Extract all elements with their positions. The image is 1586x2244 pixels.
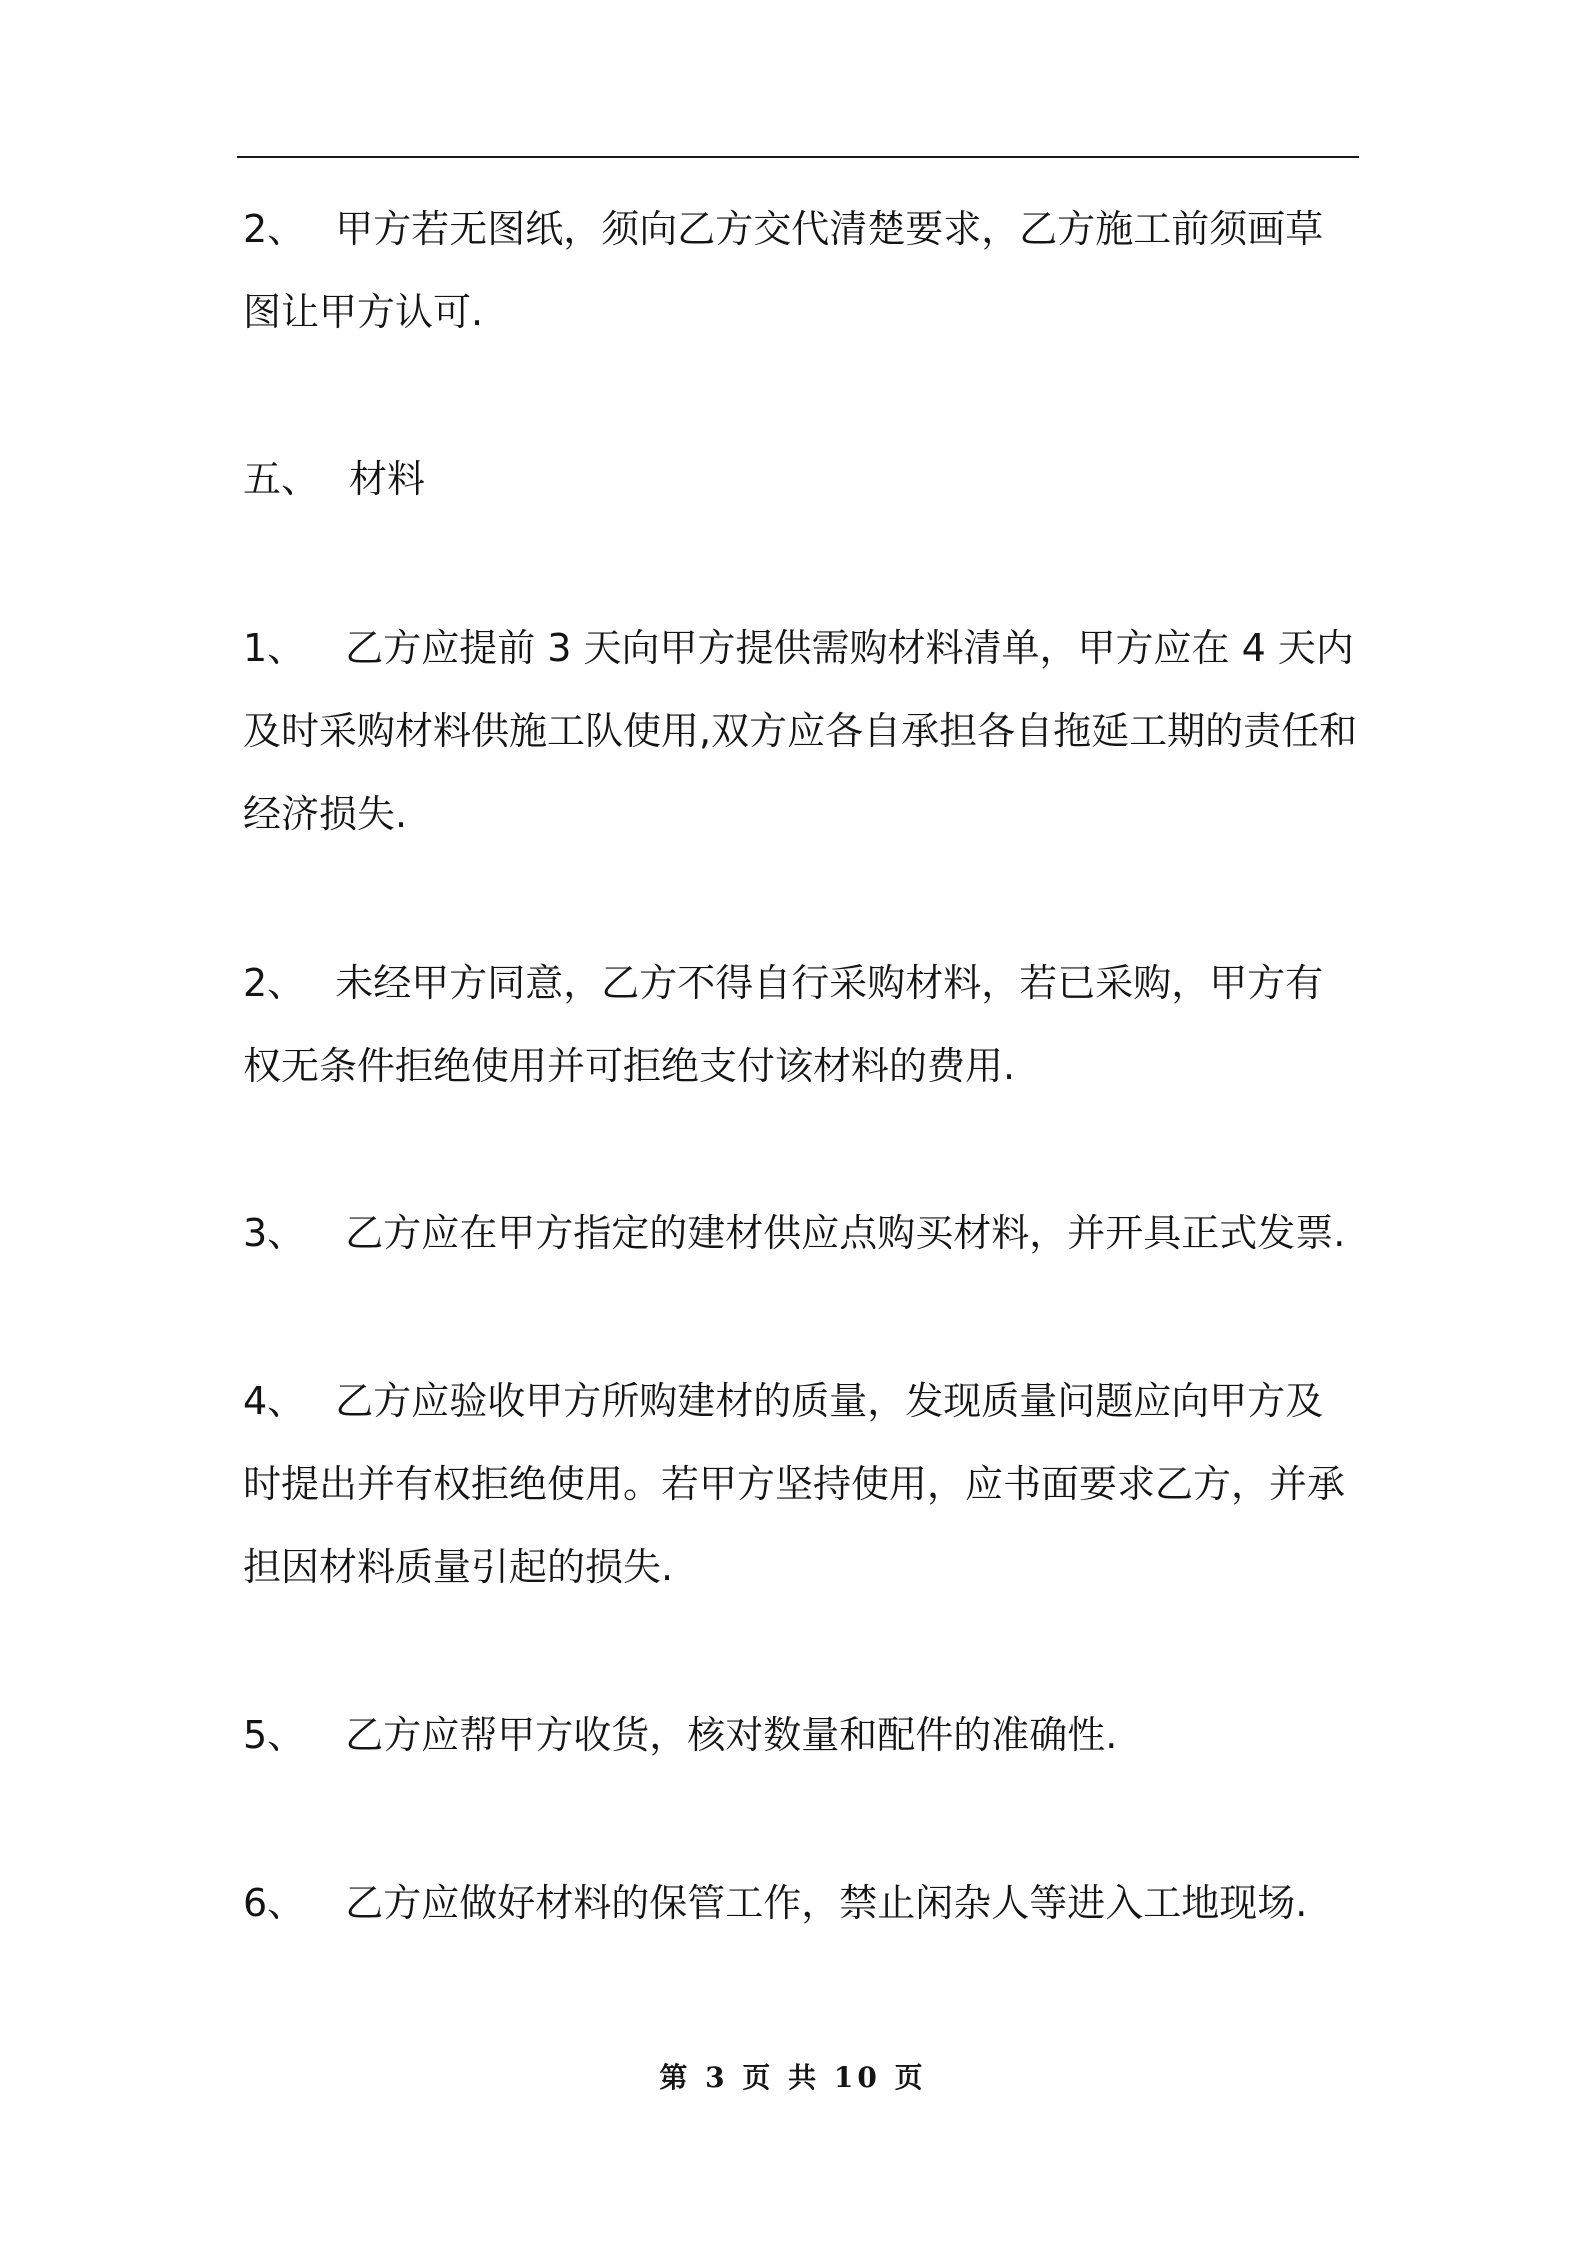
clause-text: 乙方应做好材料的保管工作，禁止闲杂人等进入工地现场. [345,1881,1308,1925]
clause-text: 乙方应在甲方指定的建材供应点购买材料，并开具正式发票. [345,1211,1346,1255]
clause-number: 2、 [243,207,306,251]
clause-text: 乙方应验收甲方所购建材的质量，发现质量问题应向甲方及时提出并有权拒绝使用。若甲方坚持使用，应书面要求乙方，并承担因材料质量引起的损失. [243,1379,1346,1589]
clause-text: 乙方应提前 3 天向甲方提供需购材料清单，甲方应在 4 天内及时采购材料供施工队使用,双方应各自承担各自拖延工期的责任和经济损失. [243,626,1358,836]
clause-5-3 [243,1192,1359,1275]
clause-number: 2、 [243,961,306,1005]
clause-text: 乙方应帮甲方收货，核对数量和配件的准确性. [345,1713,1118,1757]
clause-number: 6、 [243,1881,306,1925]
section-number: 五、 [243,457,320,501]
clause-4-2 [243,188,1359,354]
clause-5-2 [243,942,1359,1108]
clause-text: 未经甲方同意，乙方不得自行采购材料，若已采购，甲方有权无条件拒绝使用并可拒绝支付该材料的费用. [243,961,1324,1088]
clause-text: 甲方若无图纸，须向乙方交代清楚要求，乙方施工前须画草图让甲方认可. [243,207,1324,334]
clause-5-1 [243,607,1359,856]
clause-number: 4、 [243,1379,306,1423]
clause-5-5 [243,1694,1359,1777]
clause-number: 5、 [243,1713,306,1757]
section-heading-materials [243,438,425,521]
clause-number: 1、 [243,626,306,670]
section-title: 材料 [349,457,426,501]
header-rule [237,156,1359,158]
clause-5-6 [243,1862,1359,1945]
clause-5-4 [243,1360,1359,1609]
page-number-label: 第 3 页 共 10 页 [659,2061,927,2094]
page-footer [0,2058,1586,2098]
clause-number: 3、 [243,1211,306,1255]
